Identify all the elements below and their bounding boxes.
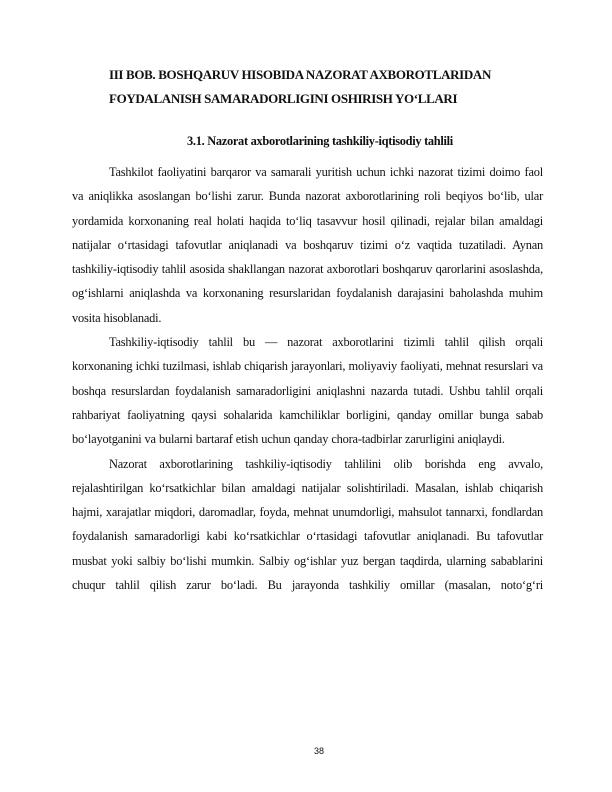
page-number: 38 — [313, 746, 324, 756]
paragraph-2: Tashkiliy-iqtisodiy tahlil bu — nazorat axborotlarini tizimli tahlil qilish orqali korxonaning ichki tuzilmasi, ishlab chiqarish jarayonlari, moliyaviy faoliyati, mehnat resurslari va boshqa resurslardan foydalanish samaradorligini aniqlashni nazarda tutadi. Ushbu tahlil orqali rahbariyat faoliyatning qaysi sohalarida kamchiliklar borligini, qanday omillar bunga sabab bo‘layotganini va bularni bartaraf etish uchun qanday chora-tadbirlar zarurligini aniqlaydi. — [72, 335, 543, 447]
body-text — [72, 160, 543, 597]
chapter-title — [109, 63, 544, 111]
paragraph-3: Nazorat axborotlarining tashkiliy-iqtisodiy tahlilini olib borishda eng avvalo, rejalashtirilgan ko‘rsatkichlar bilan amaldagi natijalar solishtiriladi. Masalan, ishlab chiqarish hajmi, xarajatlar miqdori, daromadlar, foyda, mehnat unumdorligi, mahsulot tannarxi, fondlardan foydalanish samaradorligi kabi ko‘rsatkichlar o‘rtasidagi tafovutlar aniqlanadi. Bu tafovutlar musbat yoki salbiy bo‘lishi mumkin. Salbiy og‘ishlar yuz bergan taqdirda, ularning sabablarini chuqur tahlil qilish zarur bo‘ladi. Bu jarayonda tashkiliy omillar (masalan, noto‘g‘ri — [72, 456, 543, 593]
section-title: 3.1. Nazorat axborotlarining tashkiliy-iqtisodiy tahlili — [187, 134, 453, 148]
chapter-title-line-1: III BOB. BOSHQARUV HISOBIDA NAZORAT AXBOROTLARIDAN — [109, 67, 491, 82]
chapter-title-line-2: FOYDALANISH SAMARADORLIGINI OSHIRISH YO‘LLARI — [109, 91, 458, 106]
paragraph-1: Tashkilot faoliyatini barqaror va samarali yuritish uchun ichki nazorat tizimi doimo faol va aniqlikka asoslangan bo‘lishi zarur. Bunda nazorat axborotlarining roli beqiyos bo‘lib, ular yordamida korxonaning real holati haqida to‘liq tasavvur hosil qilinadi, rejalar bilan amaldagi natijalar o‘rtasidagi tafovutlar aniqlanadi va boshqaruv tizimi o‘z vaqtida tuzatiladi. Aynan tashkiliy-iqtisodiy tahlil asosida shakllangan nazorat axborotlari boshqaruv qarorlarini asoslashda, og‘ishlarni aniqlashda va korxonaning resurslaridan foydalanish darajasini baholashda muhim vosita hisoblanadi. — [72, 165, 543, 325]
